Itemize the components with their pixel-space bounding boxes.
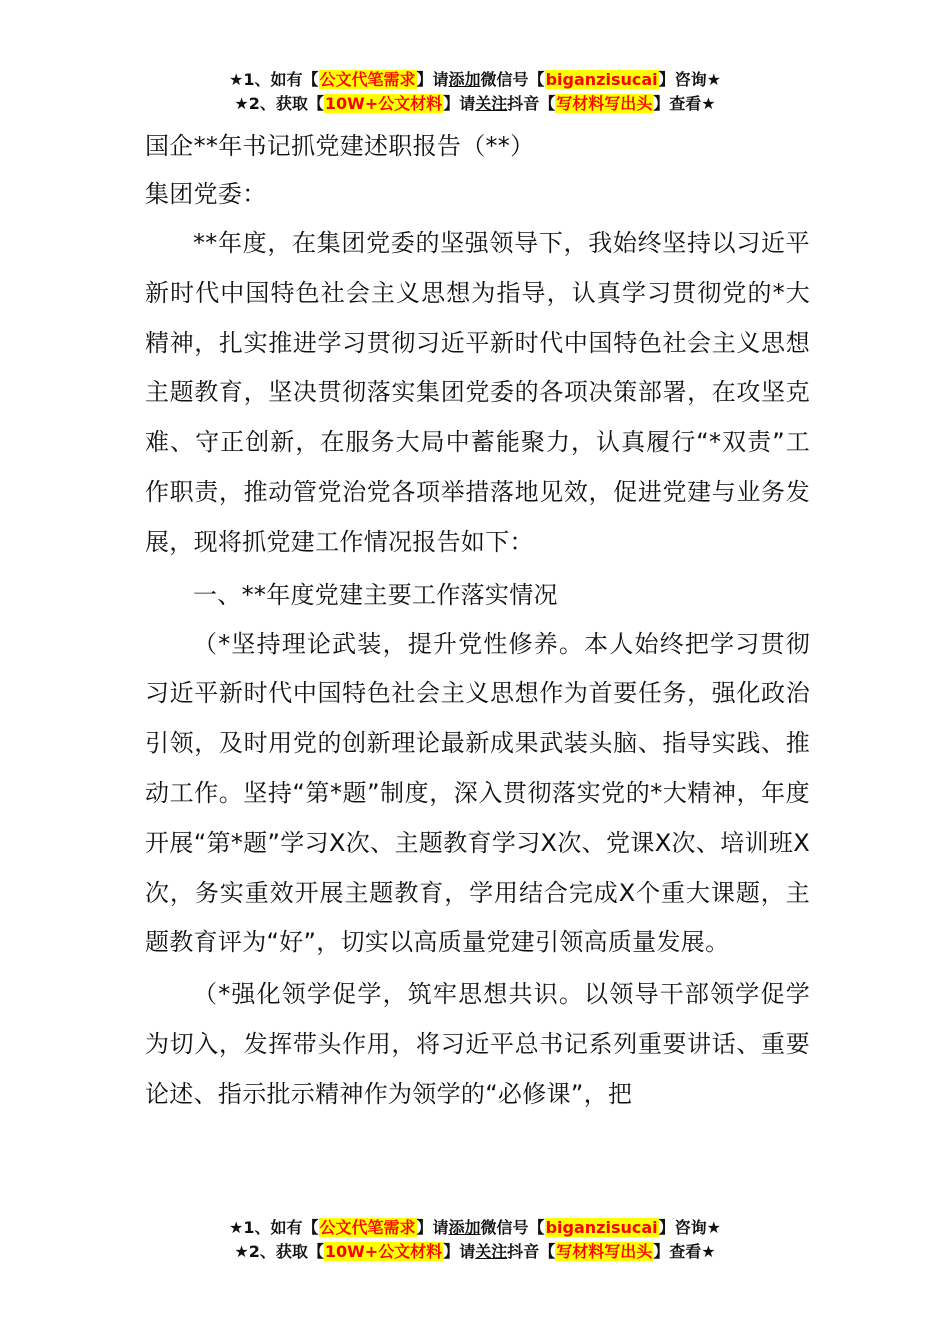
promo-text: ★1、如有【 bbox=[229, 1218, 319, 1237]
body-paragraph: （*坚持理论武装，提升党性修养。本人始终把学习贯彻习近平新时代中国特色社会主义思想作为首要任务，强化政治引领，及时用党的创新理论最新成果武装头脑、指导实践、推动工作。坚持“第*题”制度，深入贯彻落实党的*大精神，年度开展“第*题”学习X次、主题教育学习X次、党课X次、培训班X次，务实重效开展主题教育，学用结合完成X个重大课题，主题教育评为“好”，切实以高质量党建引领高质量发展。 bbox=[145, 629, 810, 957]
promo-text: ★2、获取【 bbox=[234, 1242, 324, 1261]
promo-text: 微信号【 bbox=[480, 70, 545, 89]
promo-text: 】查看★ bbox=[653, 1242, 716, 1261]
document-title: 国企**年书记抓党建述职报告（**） bbox=[145, 132, 535, 160]
document-body bbox=[145, 124, 810, 1120]
promo-text: 】请 bbox=[443, 1242, 476, 1261]
promo-underlined-text: 关注 bbox=[475, 94, 508, 113]
promo-text: 抖音【 bbox=[507, 94, 556, 113]
promo-highlight: 公文代笔需求 bbox=[319, 1218, 416, 1237]
promo-underlined-text: 添加 bbox=[448, 70, 481, 89]
promo-text: 】请 bbox=[416, 70, 449, 89]
promo-text: 微信号【 bbox=[480, 1218, 545, 1237]
body-paragraph: （*强化领学促学，筑牢思想共识。以领导干部领学促学为切入，发挥带头作用，将习近平总书记系列重要讲话、重要论述、指示批示精神作为领学的“必修课”，把 bbox=[145, 980, 810, 1108]
promo-highlight: 10W+公文材料 bbox=[324, 1242, 443, 1261]
intro-paragraph: **年度，在集团党委的坚强领导下，我始终坚持以习近平新时代中国特色社会主义思想为指导，认真学习贯彻党的*大精神，扎实推进学习贯彻习近平新时代中国特色社会主义思想主题教育，坚决贯彻落实集团党委的各项决策部署，在攻坚克难、守正创新，在服务大局中蓄能聚力，认真履行“*双责”工作职责，推动管党治党各项举措落地见效，促进党建与业务发展，现将抓党建工作情况报告如下： bbox=[145, 229, 810, 556]
promo-banner-bottom bbox=[0, 1216, 950, 1264]
promo-banner-top bbox=[0, 68, 950, 116]
promo-line-1 bbox=[0, 68, 950, 92]
promo-text: ★1、如有【 bbox=[229, 70, 319, 89]
promo-highlight: biganzisucai bbox=[545, 70, 658, 89]
promo-underlined-text: 关注 bbox=[475, 1242, 508, 1261]
promo-text: 】咨询★ bbox=[658, 1218, 721, 1237]
promo-highlight: biganzisucai bbox=[545, 1218, 658, 1237]
promo-highlight: 公文代笔需求 bbox=[319, 70, 416, 89]
promo-text: 】请 bbox=[443, 94, 476, 113]
promo-text: 】请 bbox=[416, 1218, 449, 1237]
section-heading: 一、**年度党建主要工作落实情况 bbox=[193, 580, 558, 609]
promo-highlight: 写材料写出头 bbox=[556, 1242, 653, 1261]
promo-line-2 bbox=[0, 1240, 950, 1264]
salutation: 集团党委： bbox=[145, 180, 267, 208]
promo-text: 】咨询★ bbox=[658, 70, 721, 89]
promo-line-1 bbox=[0, 1216, 950, 1240]
promo-line-2 bbox=[0, 92, 950, 116]
promo-highlight: 写材料写出头 bbox=[556, 94, 653, 113]
promo-text: 抖音【 bbox=[507, 1242, 556, 1261]
promo-text: 】查看★ bbox=[653, 94, 716, 113]
promo-highlight: 10W+公文材料 bbox=[324, 94, 443, 113]
promo-underlined-text: 添加 bbox=[448, 1218, 481, 1237]
promo-text: ★2、获取【 bbox=[234, 94, 324, 113]
